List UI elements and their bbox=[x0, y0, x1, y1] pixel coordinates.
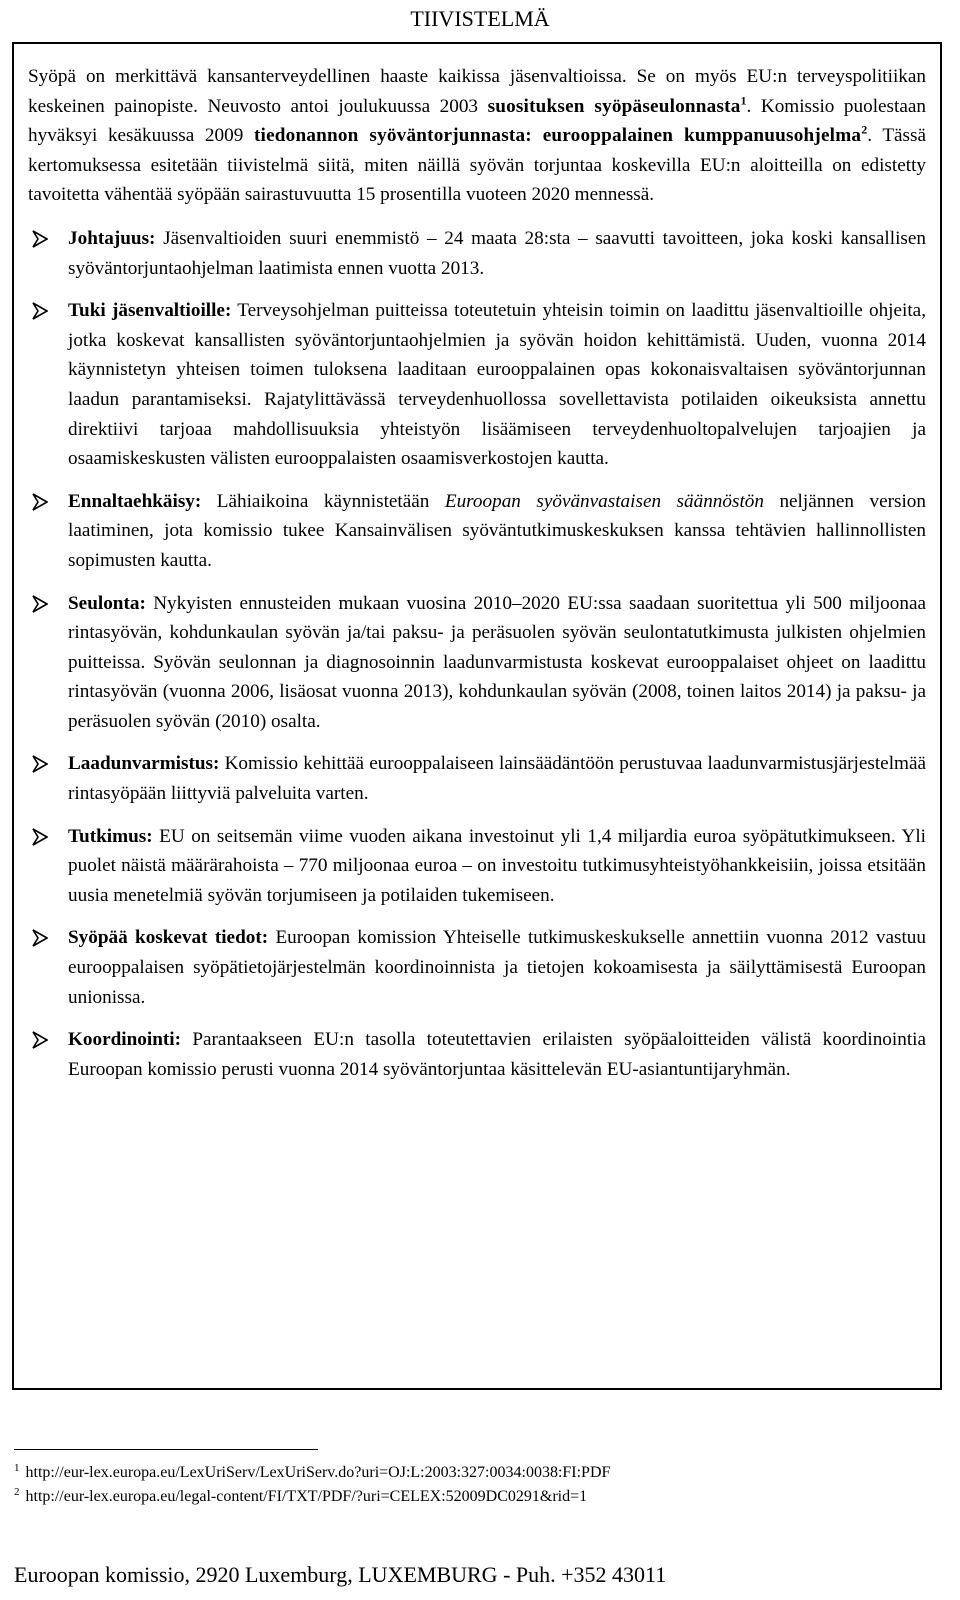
bullet-heading: Johtajuus: bbox=[68, 227, 156, 249]
intro-bold-communication: tiedonannon syöväntorjunnasta: eurooppalainen kumppanuusohjelma bbox=[253, 125, 862, 147]
bullet-cancer-data bbox=[28, 923, 926, 1012]
summary-box bbox=[12, 42, 942, 1390]
intro-text-1: Syöpä on merkittävä kansanterveydellinen haaste kaikissa jäsenvaltioissa. Se on myös EU:n terveyspolitiikan keskeinen painopiste. Neuvosto antoi joulukuussa 2003 bbox=[28, 66, 926, 117]
bullet-body: EU on seitsemän viime vuoden aikana investoinut yli 1,4 miljardia euroa syöpätutkimukseen. Yli puolet näistä määrärahoista – 770 miljoonaa euroa – on investoitu tutkimusyhteistyöhankkeisiin, joissa etsitään uusia menetelmiä syövän torjumiseen ja potilaiden tukemiseen. bbox=[68, 825, 926, 906]
arrowhead-bullet-icon bbox=[32, 493, 48, 511]
bullet-text bbox=[68, 589, 926, 737]
intro-paragraph bbox=[28, 62, 926, 210]
arrowhead-bullet-icon bbox=[32, 1031, 48, 1049]
arrowhead-bullet-icon bbox=[32, 302, 48, 320]
bullet-body: Nykyisten ennusteiden mukaan vuosina 2010–2020 EU:ssa saadaan suoritettua yli 500 miljoonaa rintasyövän, kohdunkaulan syövän ja/tai paksu- ja peräsuolen syövän seulontatutkimusta julkisten ohjelmien puitteissa. Syövän seulonnan ja diagnosoinnin laadunvarmistusta koskevat eurooppalaiset ohjeet on laadittu rintasyövän (vuonna 2006, lisäosat vuonna 2013), kohdunkaulan syövän (2008, toinen laitos 2014) ja paksu- ja peräsuolen syövän (2010) osalta. bbox=[68, 592, 926, 732]
bullet-member-state-support bbox=[28, 296, 926, 474]
bullet-body-rest: neljännen version laatiminen, jota komissio tukee Kansainvälisen syöväntutkimuskeskuksen kanssa tehtävien hallinnollisten sopimusten kautta. bbox=[68, 490, 926, 571]
bullet-italic-code: Euroopan syövänvastaisen säännöstön bbox=[444, 490, 764, 512]
footnote-ref-2: 2 bbox=[861, 122, 868, 137]
page-footer: Euroopan komissio, 2920 Luxemburg, LUXEMBURG - Puh. +352 43011 bbox=[14, 1562, 667, 1587]
bullet-coordination bbox=[28, 1025, 926, 1084]
footnote-number: 2 bbox=[14, 1485, 20, 1498]
bullet-body: Lähiaikoina käynnistetään bbox=[201, 490, 445, 512]
intro-text-3: . Tässä kertomuksessa esitetään tiivistelmä siitä, miten näillä syövän torjuntaa koskevilla EU:n aloitteilla on edistetty tavoitetta vähentää syöpään sairastuvuutta 15 prosentilla vuoteen 2020 mennessä. bbox=[28, 125, 927, 206]
bullet-heading: Syöpää koskevat tiedot: bbox=[68, 927, 269, 949]
bullet-screening bbox=[28, 589, 926, 737]
bullet-prevention bbox=[28, 487, 926, 576]
bullet-body: Terveysohjelman puitteissa toteutetuin yhteisin toimin on laadittu jäsenvaltioille ohjeita, jotka koskevat kansallisten syöväntorjuntaohjelmien ja syövän hoidon kehittämistä. Uuden, vuonna 2014 käynnistetyn yhteisen toimen tuloksena laaditaan eurooppalainen opas kokonaisvaltaisen syöväntorjunnan laadun parantamiseksi. Rajatylittävässä terveydenhuollossa sovellettavista potilaiden oikeuksista annettu direktiivi tarjoaa mahdollisuuksia yhteistyön lisäämiseen terveydenhuoltopalvelujen tarjoajien ja osaamiskeskusten välisten eurooppalaisten osaamisverkostojen kautta. bbox=[68, 300, 926, 470]
footnote-ref-1: 1 bbox=[740, 93, 747, 108]
bullet-heading: Ennaltaehkäisy: bbox=[68, 490, 202, 512]
footnote-url-link[interactable]: http://eur-lex.europa.eu/LexUriServ/LexUriServ.do?uri=OJ:L:2003:327:0034:0038:FI:PDF bbox=[25, 1464, 611, 1481]
arrowhead-bullet-icon bbox=[32, 230, 48, 248]
bullet-quality-assurance bbox=[28, 749, 926, 808]
intro-bold-recommendation: suosituksen syöpäseulonnasta bbox=[487, 95, 741, 117]
footnote-url-link[interactable]: http://eur-lex.europa.eu/legal-content/FI/TXT/PDF/?uri=CELEX:52009DC0291&rid=1 bbox=[25, 1488, 588, 1505]
footnote-2 bbox=[14, 1485, 944, 1509]
bullet-heading: Seulonta: bbox=[68, 592, 146, 614]
bullet-leadership bbox=[28, 224, 926, 283]
bullet-text bbox=[68, 1025, 926, 1084]
arrowhead-bullet-icon bbox=[32, 595, 48, 613]
bullet-text bbox=[68, 296, 926, 474]
bullet-body: Euroopan komission Yhteiselle tutkimuskeskukselle annettiin vuonna 2012 vastuu eurooppalaisen syöpätietojärjestelmän koordinoinnista ja tietojen kokoamisesta ja säilyttämisestä Euroopan unionissa. bbox=[68, 927, 926, 1008]
bullet-body: Jäsenvaltioiden suuri enemmistö – 24 maata 28:sta – saavutti tavoitteen, joka koski kansallisen syöväntorjuntaohjelman laatimista ennen vuotta 2013. bbox=[68, 227, 926, 279]
intro-text-2: . Komissio puolestaan hyväksyi kesäkuussa 2009 bbox=[28, 95, 926, 147]
bullet-heading: Tuki jäsenvaltioille: bbox=[68, 300, 232, 322]
footnotes bbox=[14, 1461, 944, 1509]
bullet-text bbox=[68, 749, 926, 808]
footnote-1 bbox=[14, 1461, 944, 1485]
bullet-heading: Tutkimus: bbox=[68, 825, 153, 847]
arrowhead-bullet-icon bbox=[32, 828, 48, 846]
bullet-text bbox=[68, 822, 926, 911]
footnote-number: 1 bbox=[14, 1461, 20, 1474]
bullet-text bbox=[68, 923, 926, 1012]
bullet-body: Parantaakseen EU:n tasolla toteutettavien erilaisten syöpäaloitteiden välistä koordinointia Euroopan komissio perusti vuonna 2014 syöväntorjuntaa käsittelevän EU-asiantuntijaryhmän. bbox=[68, 1029, 926, 1080]
arrowhead-bullet-icon bbox=[32, 755, 48, 773]
arrowhead-bullet-icon bbox=[32, 929, 48, 947]
footnote-separator bbox=[14, 1449, 318, 1450]
bullet-research bbox=[28, 822, 926, 911]
bullet-heading: Koordinointi: bbox=[68, 1029, 182, 1051]
bullet-heading: Laadunvarmistus: bbox=[68, 753, 220, 775]
document-title: TIIVISTELMÄ bbox=[410, 6, 550, 31]
bullet-text bbox=[68, 224, 926, 283]
bullet-text bbox=[68, 487, 926, 576]
bullet-body: Komissio kehittää eurooppalaiseen lainsäädäntöön perustuvaa laadunvarmistusjärjestelmää rintasyöpään liittyviä palveluita varten. bbox=[68, 753, 926, 805]
